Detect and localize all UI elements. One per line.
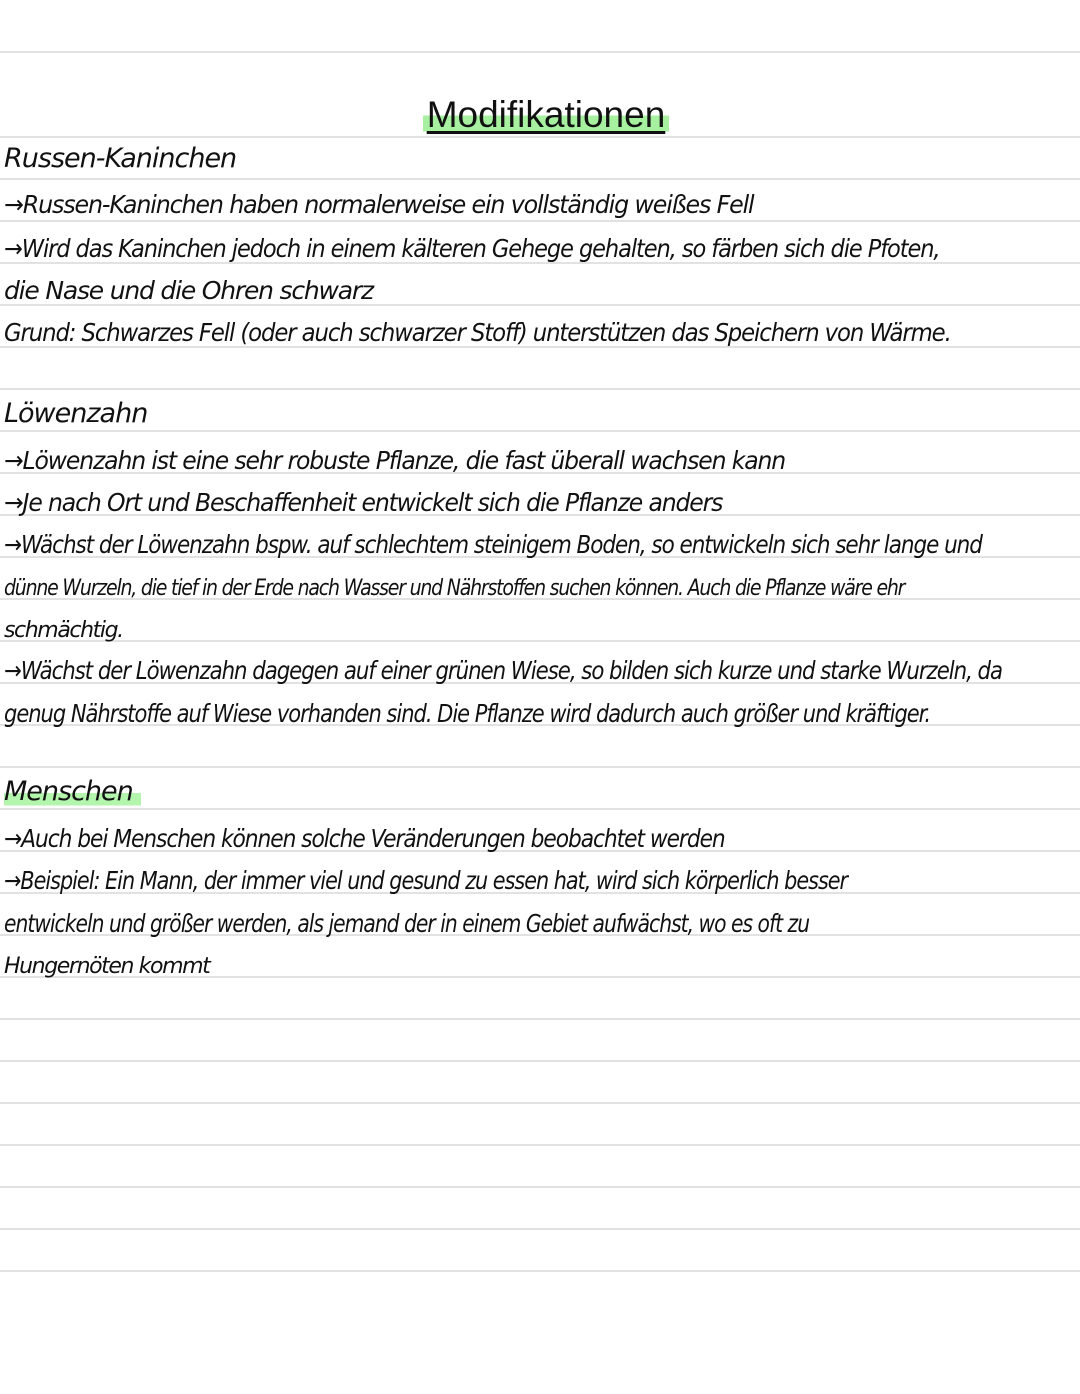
menschen-line-1: →Auch bei Menschen können solche Veränderungen beobachtet werden (4, 824, 725, 853)
loewenzahn-line-7: genug Nährstoffe auf Wiese vorhanden sind. Die Pflanze wird dadurch auch größer und kräftiger. (4, 699, 931, 728)
russen-kaninchen-line-4: Grund: Schwarzes Fell (oder auch schwarzer Stoff) unterstützen das Speichern von Wärme. (4, 318, 951, 347)
loewenzahn-line-4: dünne Wurzeln, die tief in der Erde nach Wasser und Nährstoffen suchen können. Auch die Pflanze wäre ehr (4, 576, 905, 601)
loewenzahn-line-2: →Je nach Ort und Beschaffenheit entwickelt sich die Pflanze anders (4, 488, 723, 517)
menschen-line-2: →Beispiel: Ein Mann, der immer viel und gesund zu essen hat, wird sich körperlich besser (4, 866, 848, 895)
section-heading-russen-kaninchen: Russen-Kaninchen (4, 143, 237, 174)
menschen-line-4: Hungernöten kommt (4, 954, 210, 979)
loewenzahn-line-5: schmächtig. (4, 618, 123, 643)
section-heading-loewenzahn: Löwenzahn (4, 398, 148, 429)
page-title (0, 94, 1080, 136)
loewenzahn-line-3: →Wächst der Löwenzahn bspw. auf schlechtem steinigem Boden, so entwickeln sich sehr lange und (4, 530, 982, 559)
russen-kaninchen-line-1: →Russen-Kaninchen haben normalerweise ein vollständig weißes Fell (4, 190, 754, 219)
loewenzahn-line-6: →Wächst der Löwenzahn dagegen auf einer grünen Wiese, so bilden sich kurze und starke Wurzeln, da (4, 656, 1003, 685)
loewenzahn-line-1: →Löwenzahn ist eine sehr robuste Pflanze, die fast überall wachsen kann (4, 446, 786, 475)
menschen-line-3: entwickeln und größer werden, als jemand der in einem Gebiet aufwächst, wo es oft zu (4, 909, 810, 938)
russen-kaninchen-line-2: →Wird das Kaninchen jedoch in einem kälteren Gehege gehalten, so färben sich die Pfoten, (4, 234, 940, 263)
section-heading-menschen: Menschen (4, 776, 141, 807)
page-title-text: Modifikationen (423, 94, 670, 135)
russen-kaninchen-line-3: die Nase und die Ohren schwarz (4, 276, 373, 305)
